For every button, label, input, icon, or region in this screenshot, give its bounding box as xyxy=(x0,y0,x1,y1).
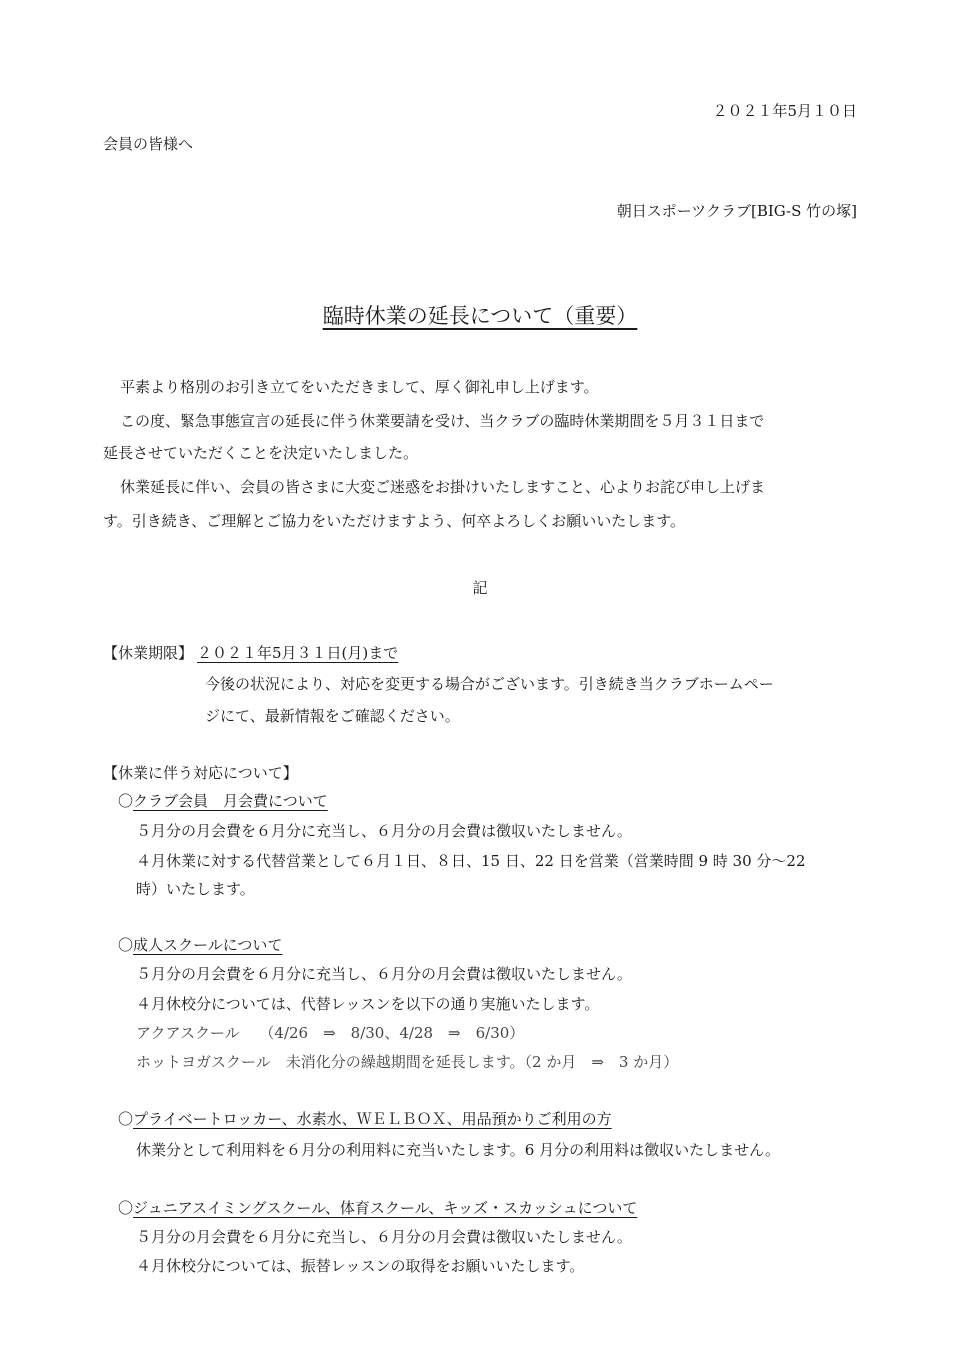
page-title: 臨時休業の延長について（重要） xyxy=(322,304,638,328)
intro-line-2: この度、緊急事態宣言の延長に伴う休業要請を受け、当クラブの臨時休業期間を５月３１日まで xyxy=(120,412,765,430)
circle-bullet: 〇 xyxy=(118,936,134,954)
section-junior-heading xyxy=(118,1197,637,1218)
response-heading: 【休業に伴う対応について】 xyxy=(103,764,298,782)
section-locker-title: プライベートロッカー、水素水、ＷＥＬＢＯＸ、用品預かりご利用の方 xyxy=(133,1110,612,1128)
period-value: ２０２１年5月３１日(月)まで xyxy=(197,644,399,662)
sender: 朝日スポーツクラブ[BIG-S 竹の塚] xyxy=(616,202,857,220)
intro-line-5: す。引き続き、ご理解とご協力をいただけますよう、何卒よろしくお願いいたします。 xyxy=(103,512,686,530)
circle-bullet: 〇 xyxy=(118,1110,134,1128)
section-junior-title: ジュニアスイミングスクール、体育スクール、キッズ・スカッシュについて xyxy=(133,1199,638,1217)
adult-line-1: ５月分の月会費を６月分に充当し、６月分の月会費は徴収いたしません。 xyxy=(136,965,632,983)
section-locker-heading xyxy=(118,1108,612,1129)
intro-line-4: 休業延長に伴い、会員の皆さまに大変ご迷惑をお掛けいたしますこと、心よりお詫び申し上げま xyxy=(120,478,766,496)
period-row xyxy=(103,642,398,663)
document-date: ２０２１年5月１０日 xyxy=(712,102,857,120)
circle-bullet: 〇 xyxy=(118,1199,134,1217)
junior-line-1: ５月分の月会費を６月分に充当し、６月分の月会費は徴収いたしません。 xyxy=(136,1228,632,1246)
section-adult-heading xyxy=(118,934,282,955)
junior-line-2: ４月休校分については、振替レッスンの取得をお願いいたします。 xyxy=(136,1257,585,1275)
adult-line-3: アクアスクール （4/26 ⇒ 8/30、4/28 ⇒ 6/30） xyxy=(136,1024,525,1042)
club-line-1: ５月分の月会費を６月分に充当し、６月分の月会費は徴収いたしません。 xyxy=(136,822,632,840)
section-club-heading xyxy=(118,790,328,811)
section-club-title: クラブ会員 月会費について xyxy=(133,792,328,810)
intro-line-3: 延長させていただくことを決定いたしました。 xyxy=(103,444,419,462)
period-note-2: ジにて、最新情報をご確認ください。 xyxy=(205,707,460,725)
circle-bullet: 〇 xyxy=(118,792,134,810)
period-note-1: 今後の状況により、対応を変更する場合がございます。引き続き当クラブホームペー xyxy=(205,675,774,693)
club-line-2: ４月休業に対する代替営業として６月１日、８日、15 日、22 日を営業（営業時間 9 時 30 分～22 xyxy=(136,852,806,870)
intro-line-1: 平素より格別のお引き立てをいただきまして、厚く御礼申し上げます。 xyxy=(120,378,599,396)
ki-marker: 記 xyxy=(472,579,488,597)
adult-line-4: ホットヨガスクール 未消化分の繰越期間を延長します。（2 か月 ⇒ 3 か月） xyxy=(136,1053,679,1071)
adult-line-2: ４月休校分については、代替レッスンを以下の通り実施いたします。 xyxy=(136,995,600,1013)
section-adult-title: 成人スクールについて xyxy=(133,936,283,954)
period-label: 【休業期限】 xyxy=(103,644,194,662)
locker-line-1: 休業分として利用料を６月分の利用料に充当いたします。6 月分の利用料は徴収いたしません。 xyxy=(136,1141,781,1159)
recipient: 会員の皆様へ xyxy=(103,135,194,153)
club-line-3: 時）いたします。 xyxy=(136,880,255,898)
